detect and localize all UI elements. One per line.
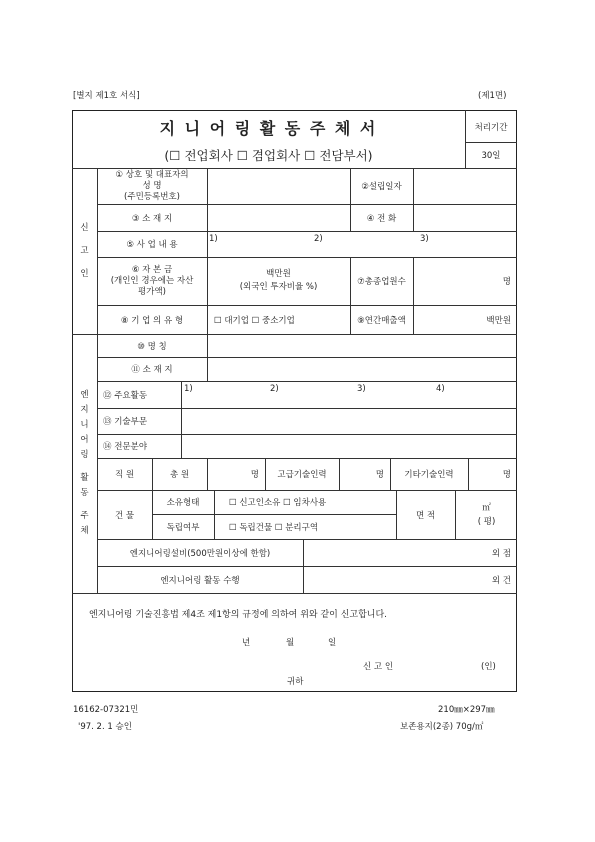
activity-item-1[interactable]: 1) — [184, 384, 193, 394]
entity-side-label: 엔 지 니 어 링 활 동 주 체 — [80, 390, 89, 536]
entity-name-field[interactable] — [208, 335, 516, 356]
business-item-3[interactable]: 3) — [420, 234, 429, 244]
area-label: 면 적 — [415, 510, 436, 521]
independence-label: 독립여부 — [166, 522, 200, 533]
company-type-options[interactable]: ☐ 대기업 ☐ 중소기업 — [214, 315, 295, 326]
date-year[interactable]: 년 — [242, 638, 251, 648]
recipient-label: 귀하 — [287, 677, 304, 687]
form-type-options[interactable]: (☐ 전업회사 ☐ 겸업회사 ☐ 전담부서) — [164, 148, 373, 163]
paper-size: 210㎜×297㎜ — [438, 705, 495, 715]
ownership-options[interactable]: ☐ 신고인소유 ☐ 임차사용 — [229, 498, 327, 508]
form-code: 16162-07321민 — [73, 705, 139, 715]
business-item-1[interactable]: 1) — [209, 234, 218, 244]
specialty-field[interactable] — [182, 435, 516, 457]
other-staff-label: 기타기술인력 — [404, 470, 454, 480]
equipment-label: 엔지니어링설비(500만원이상에 한함) — [129, 548, 271, 559]
address-label: ③ 소 재 지 — [131, 213, 173, 224]
name-label: ① 상호 및 대표자의 성 명 (주민등록번호) — [115, 169, 189, 202]
performance-label: 엔지니어링 활동 수행 — [160, 575, 240, 586]
employees-label: ⑦총종업원수 — [357, 277, 406, 287]
processing-period-label: 처리기간 — [474, 122, 508, 133]
approval-date: '97. 2. 1 승인 — [78, 722, 132, 732]
specialty-label: ⑭ 전문분야 — [103, 442, 148, 452]
building-label: 건 물 — [114, 510, 135, 521]
activity-item-2[interactable]: 2) — [270, 384, 279, 394]
applicant-side-label: 신 고 인 — [80, 222, 89, 279]
senior-staff-label: 고급기술인력 — [277, 470, 327, 480]
company-type-label: ⑧ 기 업 의 유 형 — [120, 315, 184, 326]
processing-period-value: 30일 — [481, 151, 501, 161]
entity-name-label: ⑩ 명 칭 — [137, 341, 167, 352]
sales-field[interactable]: 백만원 — [486, 315, 511, 326]
main-activity-label: ⑫ 주요활동 — [103, 390, 148, 401]
senior-staff-field[interactable]: 명 — [375, 470, 384, 480]
ownership-label: 소유형태 — [166, 498, 200, 508]
staff-label: 직 원 — [114, 470, 135, 480]
entity-address-field[interactable] — [208, 358, 516, 380]
total-staff-field[interactable]: 명 — [250, 470, 259, 480]
address-field[interactable] — [208, 205, 349, 230]
form-number: [별지 제1호 서식] — [73, 91, 140, 101]
page-indicator: (제1면) — [478, 91, 507, 101]
area-field[interactable]: ㎡ ( 평) — [477, 502, 496, 527]
date-day[interactable]: 일 — [328, 638, 337, 648]
independence-options[interactable]: ☐ 독립건물 ☐ 분리구역 — [229, 522, 319, 533]
performance-field[interactable]: 외 건 — [491, 575, 511, 586]
sales-label: ⑨연간매출액 — [357, 315, 406, 326]
seal-mark[interactable]: (인) — [481, 662, 496, 672]
name-field[interactable] — [208, 169, 349, 203]
activity-item-4[interactable]: 4) — [436, 384, 445, 394]
capital-field[interactable]: 백만원 (외국인 투자비율 %) — [239, 269, 318, 292]
est-date-label: ②설립일자 — [361, 182, 402, 192]
business-item-2[interactable]: 2) — [314, 234, 323, 244]
est-date-field[interactable] — [414, 169, 516, 203]
declaration-text: 엔지니어링 기술진흥법 제4조 제1항의 규정에 의하여 위와 같이 신고합니다. — [89, 610, 388, 620]
tech-dept-field[interactable] — [182, 409, 516, 433]
form-title: 지 니 어 링 활 동 주 체 서 — [159, 118, 378, 138]
phone-label: ④ 전 화 — [366, 213, 397, 224]
total-staff-label: 총 원 — [169, 470, 190, 480]
employees-field[interactable]: 명 — [502, 277, 511, 287]
other-staff-field[interactable]: 명 — [502, 470, 511, 480]
date-month[interactable]: 월 — [286, 638, 295, 648]
capital-label: ⑥ 자 본 금 (개인인 경우에는 자산 평가액) — [110, 264, 194, 297]
business-label: ⑤ 사 업 내 용 — [126, 240, 178, 250]
equipment-field[interactable]: 외 점 — [491, 548, 511, 559]
declarant-label: 신 고 인 — [363, 662, 394, 672]
activity-item-3[interactable]: 3) — [357, 384, 366, 394]
tech-dept-label: ⑬ 기술부문 — [103, 417, 148, 427]
paper-type: 보존용지(2종) 70g/㎡ — [400, 722, 484, 732]
entity-address-label: ⑪ 소 재 지 — [131, 365, 173, 375]
phone-field[interactable] — [414, 205, 516, 230]
